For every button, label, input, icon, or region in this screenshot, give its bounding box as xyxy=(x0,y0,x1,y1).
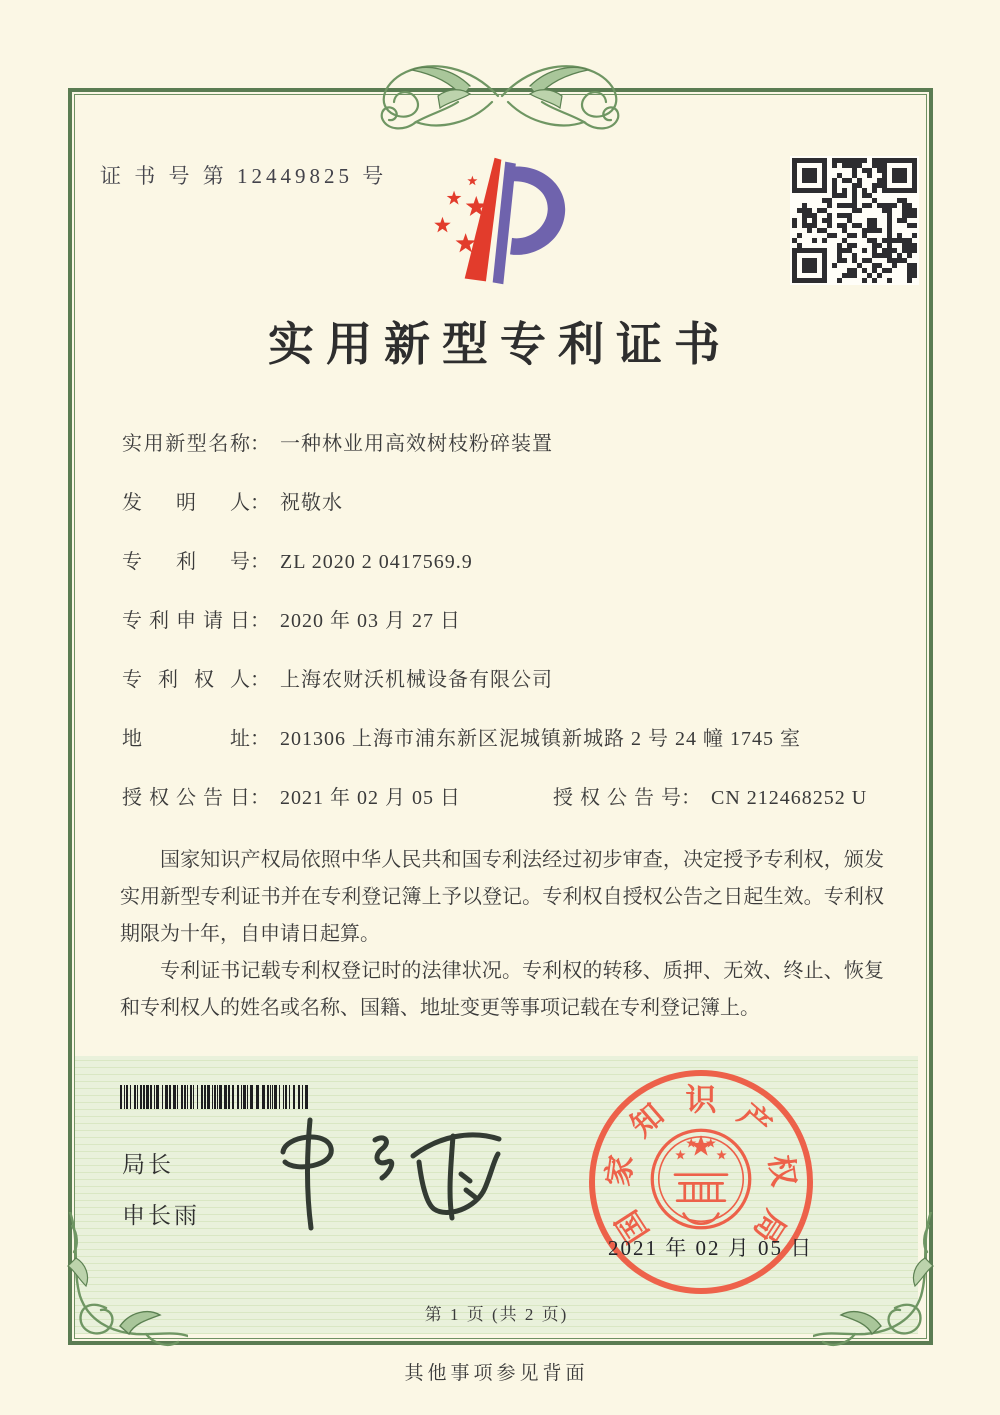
field-colon: ： xyxy=(250,787,270,809)
field-label: 授权公告号 xyxy=(553,787,681,809)
legal-paragraph-1: 国家知识产权局依照中华人民共和国专利法经过初步审查，决定授予专利权，颁发实用新型专利证书并在专利登记簿上予以登记。专利权自授权公告之日起生效。专利权期限为十年，自申请日起算。 xyxy=(120,849,884,945)
field-value: 2020 年 03 月 27 日 xyxy=(280,610,461,632)
signer-block xyxy=(122,1146,200,1248)
certificate-title: 实用新型专利证书 xyxy=(268,319,732,370)
field-row-patentee xyxy=(122,666,892,725)
certificate-fields xyxy=(122,430,892,843)
official-seal xyxy=(585,1066,817,1298)
signer-name: 申长雨 xyxy=(122,1202,200,1228)
field-label: 专利权人 xyxy=(122,669,250,691)
field-label: 发明人 xyxy=(122,492,250,514)
qr-code xyxy=(790,156,919,285)
page-number: 第 1 页 (共 2 页) xyxy=(424,1305,569,1324)
field-label: 地址 xyxy=(122,728,250,750)
field-value: 祝敬水 xyxy=(280,492,343,514)
field-value: CN 212468252 U xyxy=(711,787,868,809)
logo-purple-bowl xyxy=(506,167,565,255)
seal-date: 2021 年 02 月 05 日 xyxy=(608,1236,814,1260)
field-colon: ： xyxy=(250,551,270,573)
bottom-right-flourish xyxy=(813,1212,951,1352)
field-colon: ： xyxy=(250,433,270,455)
field-label: 专利号 xyxy=(122,551,250,573)
field-colon: ： xyxy=(681,787,701,809)
top-flourish-ornament xyxy=(320,52,680,140)
field-value: ZL 2020 2 0417569.9 xyxy=(280,551,473,573)
field-value: 2021 年 02 月 05 日 xyxy=(280,787,461,809)
legal-paragraphs xyxy=(120,842,884,1027)
field-row-inventor xyxy=(122,489,892,548)
field-row-grant xyxy=(122,784,892,843)
field-row-filing-date xyxy=(122,607,892,666)
seal-text-ring: 国 家 知 识 产 权 局 xyxy=(600,1082,802,1250)
certificate-number: 证 书 号 第 12449825 号 xyxy=(100,164,388,188)
field-row-address xyxy=(122,725,892,784)
field-label: 专利申请日 xyxy=(122,610,250,632)
field-grant-date xyxy=(122,784,461,843)
field-value: 201306 上海市浦东新区泥城镇新城路 2 号 24 幢 1745 室 xyxy=(280,728,801,750)
barcode xyxy=(120,1085,386,1109)
field-row-patent-number xyxy=(122,548,892,607)
field-colon: ： xyxy=(250,610,270,632)
field-colon: ： xyxy=(250,728,270,750)
field-colon: ： xyxy=(250,669,270,691)
field-colon: ： xyxy=(250,492,270,514)
field-value: 一种林业用高效树枝粉碎装置 xyxy=(280,433,553,455)
legal-paragraph-2: 专利证书记载专利权登记时的法律状况。专利权的转移、质押、无效、终止、恢复和专利权人的姓名或名称、国籍、地址变更等事项记载在专利登记簿上。 xyxy=(120,960,884,1019)
director-signature xyxy=(255,1108,525,1243)
field-label: 实用新型名称 xyxy=(122,433,250,455)
field-label: 授权公告日 xyxy=(122,787,250,809)
cnipa-logo-icon xyxy=(420,152,575,292)
field-row-name xyxy=(122,430,892,489)
field-value: 上海农财沃机械设备有限公司 xyxy=(280,669,553,691)
field-grant-number xyxy=(553,784,867,843)
back-note: 其他事项参见背面 xyxy=(404,1363,589,1384)
signer-title: 局长 xyxy=(122,1151,174,1177)
